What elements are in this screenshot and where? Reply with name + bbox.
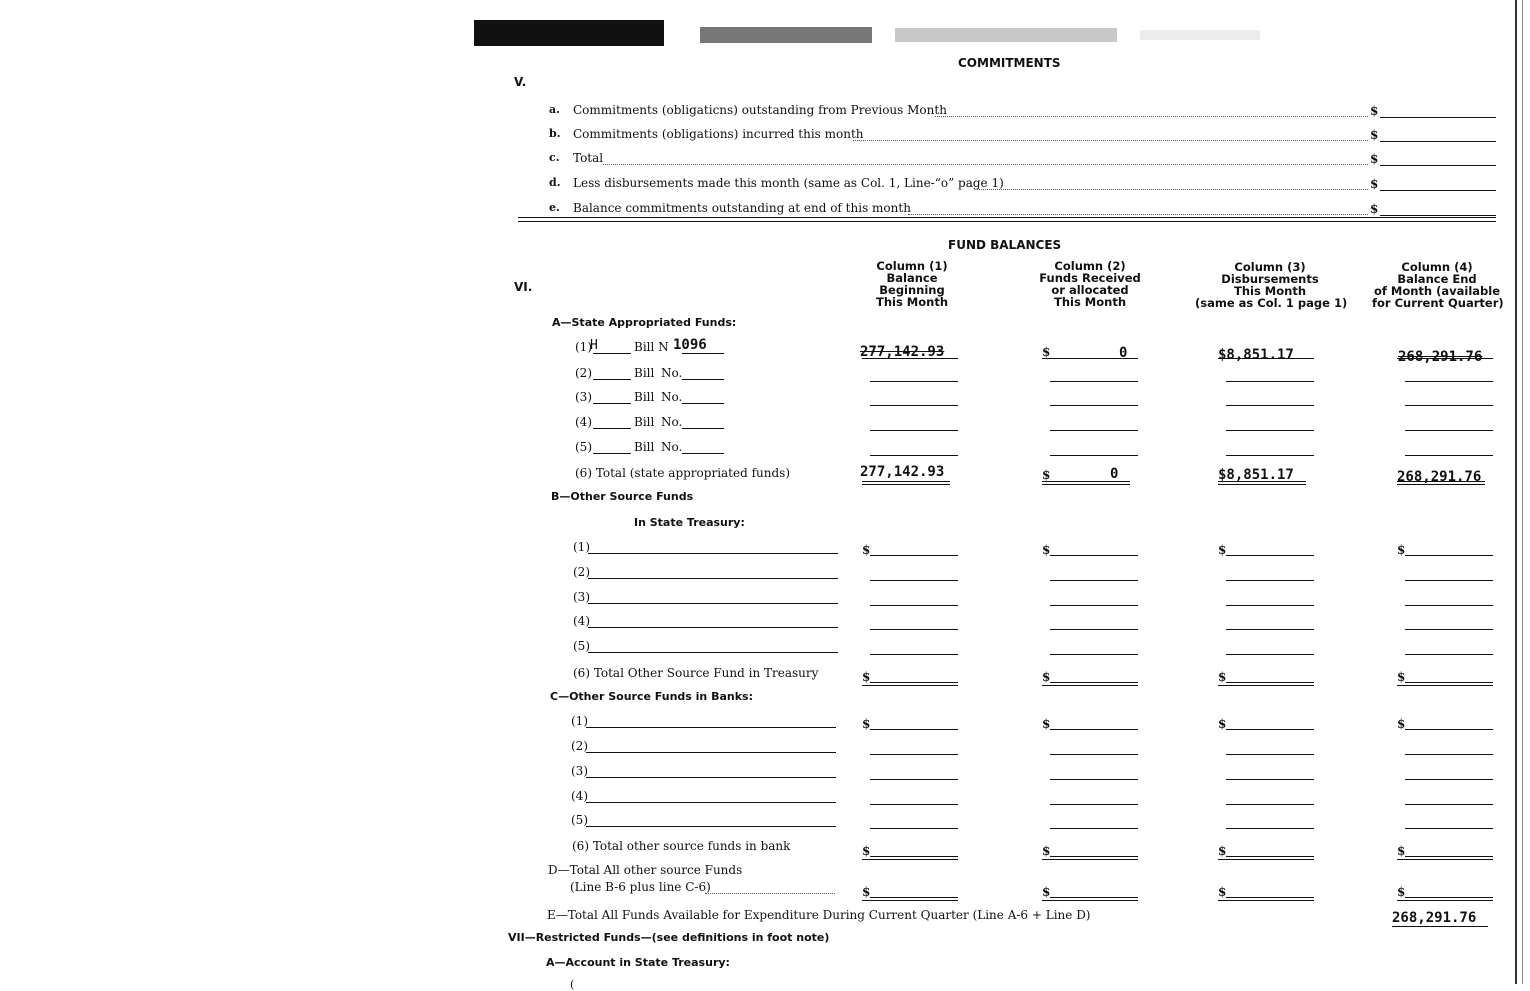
c-row-2-col3-line[interactable] [1226, 754, 1314, 755]
c-row-1-col2-line[interactable] [1050, 729, 1138, 730]
commitment-row-4-amount-line[interactable] [1380, 190, 1496, 191]
b6-col3-line[interactable] [1226, 682, 1314, 683]
column-1-header-line3: Beginning [879, 283, 945, 297]
a-row-1-bill-number-line[interactable] [682, 353, 724, 354]
a6-col2-dollar: $ [1042, 468, 1051, 482]
b-row-3-col3-line[interactable] [1226, 605, 1314, 606]
commitment-row-5-label: Balance commitments outstanding at end of this month [573, 201, 911, 215]
a-row-5-col2-line[interactable] [1050, 455, 1138, 456]
redacted-header-block-4 [1140, 30, 1260, 40]
c-row-4-col3-line[interactable] [1226, 804, 1314, 805]
a6-col2-value: 0 [1110, 466, 1119, 482]
a-row-2-col4-line[interactable] [1405, 381, 1493, 382]
b6-col2-line[interactable] [1050, 682, 1138, 683]
column-1-header-line2: Balance [886, 271, 938, 285]
column-1-header-line4: This Month [875, 295, 949, 309]
c-row-5-col3-line[interactable] [1226, 828, 1314, 829]
d-total-sublabel: (Line B-6 plus line C-6) [570, 880, 711, 894]
a6-col2-double-line [1042, 484, 1130, 485]
a6-col1-double-line [862, 484, 950, 485]
e-col4-value: 268,291.76 [1392, 910, 1477, 926]
c-row-1-col1-line[interactable] [870, 729, 958, 730]
c6-col4-line[interactable] [1405, 856, 1493, 857]
b-row-1-col4-line[interactable] [1405, 555, 1493, 556]
commitment-row-2-leader [853, 140, 1368, 141]
commitment-row-4-letter: d. [549, 176, 561, 189]
restricted-funds-heading [508, 931, 829, 944]
column-3-header-line3: This Month [1233, 284, 1307, 298]
b6-col4-line[interactable] [1405, 682, 1493, 683]
section-v-roman: V. [514, 75, 527, 89]
a-row-4-col4-line[interactable] [1405, 430, 1493, 431]
commitment-row-3-label: Total [573, 151, 604, 165]
a-row-3-col4-line[interactable] [1405, 405, 1493, 406]
a-row-3-bill-number: No. [661, 390, 683, 404]
d-col4-double-line [1397, 900, 1493, 901]
a-row-2-bill-number-line[interactable] [682, 379, 724, 380]
a6-col1-value: 277,142.93 [860, 464, 945, 480]
b-row-5-number: (5) [573, 639, 590, 653]
a-row-2-col2-line[interactable] [1050, 381, 1138, 382]
b-row-2-col4-line[interactable] [1405, 580, 1493, 581]
section-v-double-rule-bottom [518, 221, 1496, 222]
b-row-1-col3-dollar: $ [1218, 543, 1227, 557]
c-row-4-col4-line[interactable] [1405, 804, 1493, 805]
commitment-row-2-dollar: $ [1370, 128, 1379, 142]
a-row-3-bill-label: Bill [634, 390, 655, 404]
a-row-5-bill-number-line[interactable] [682, 453, 724, 454]
c-row-3-number: (3) [571, 764, 588, 778]
b-row-3-col4-line[interactable] [1405, 605, 1493, 606]
c6-col4-double-line [1397, 859, 1493, 860]
c-row-1-description-line[interactable] [586, 727, 836, 728]
page-edge-shadow [1522, 0, 1523, 984]
a-row-2-bill-label: Bill [634, 366, 655, 380]
commitment-row-3-letter: c. [549, 151, 560, 164]
a-row-4-bill-number-line[interactable] [682, 428, 724, 429]
commitment-row-2-amount-line[interactable] [1380, 141, 1496, 142]
a1-col4-value: 268,291.76 [1398, 349, 1483, 365]
b-row-1-col4-dollar: $ [1397, 543, 1406, 557]
b-row-2-col3-line[interactable] [1226, 580, 1314, 581]
c6-total-label: (6) Total other source funds in bank [572, 839, 791, 853]
d-leader-dots [705, 893, 835, 894]
a1-col1-value: 277,142.93 [860, 344, 945, 360]
in-state-treasury-subheading: In State Treasury: [634, 516, 745, 529]
column-2-header [1030, 260, 1150, 308]
c-row-5-col1-line[interactable] [870, 828, 958, 829]
b-row-5-col1-line[interactable] [870, 654, 958, 655]
a-row-5-prefix-line[interactable] [593, 453, 631, 454]
column-4-header-line3: of Month (available [1373, 284, 1501, 298]
column-4-header-line2: Balance End [1397, 272, 1477, 286]
column-2-header-line3: or allocated [1051, 283, 1129, 297]
a6-col4-value: 268,291.76 [1397, 469, 1482, 485]
a-row-5-col3-line[interactable] [1226, 455, 1314, 456]
c6-col3-dollar: $ [1218, 844, 1227, 858]
c-row-4-number: (4) [571, 789, 588, 803]
redacted-header-block-1 [474, 20, 664, 46]
c6-col2-line[interactable] [1050, 856, 1138, 857]
e-col4-underline [1392, 926, 1488, 927]
state-appropriated-funds-heading: A—State Appropriated Funds: [552, 316, 737, 329]
a1-col2-dollar: $ [1042, 345, 1051, 359]
d-col3-dollar: $ [1218, 885, 1227, 899]
c-row-1-col3-line[interactable] [1226, 729, 1314, 730]
c-row-2-number: (2) [571, 739, 588, 753]
commitment-row-5-dollar: $ [1370, 202, 1379, 216]
d-col2-double-line [1042, 900, 1138, 901]
c-row-5-col2-line[interactable] [1050, 828, 1138, 829]
redacted-header-block-3 [895, 28, 1117, 42]
b-row-5-col2-line[interactable] [1050, 654, 1138, 655]
a-row-3-prefix-line[interactable] [593, 403, 631, 404]
a-row-1-bill-label: Bill N [634, 340, 669, 354]
commitment-row-3-amount-line[interactable] [1380, 165, 1496, 166]
d-total-label: D—Total All other source Funds [548, 863, 743, 877]
a-row-5-bill-label: Bill [634, 440, 655, 454]
a1-col3-value: $8,851.17 [1218, 347, 1294, 363]
b6-col4-dollar: $ [1397, 670, 1406, 684]
b-row-1-col2-line[interactable] [1050, 555, 1138, 556]
column-4-header [1372, 261, 1502, 309]
a-row-4-number: (4) [575, 415, 592, 429]
a-row-3-bill-number-line[interactable] [682, 403, 724, 404]
c-row-3-col2-line[interactable] [1050, 779, 1138, 780]
c6-col2-double-line [1042, 859, 1138, 860]
c-row-4-col2-line[interactable] [1050, 804, 1138, 805]
b-row-3-col1-line[interactable] [870, 605, 958, 606]
c6-col4-dollar: $ [1397, 844, 1406, 858]
commitment-row-1-label: Commitments (obligaticns) outstanding from Previous Month [573, 103, 947, 117]
b-row-5-col3-line[interactable] [1226, 654, 1314, 655]
a-row-3-col1-line[interactable] [870, 405, 958, 406]
c-row-2-col1-line[interactable] [870, 754, 958, 755]
c-row-1-col1-dollar: $ [862, 717, 871, 731]
b6-col1-line[interactable] [870, 682, 958, 683]
commitment-row-5-letter: e. [549, 201, 560, 214]
c-row-4-col1-line[interactable] [870, 804, 958, 805]
c-row-3-col4-line[interactable] [1405, 779, 1493, 780]
c-row-5-description-line[interactable] [586, 826, 836, 827]
a-row-5-bill-number: No. [661, 440, 683, 454]
a-row-4-col3-line[interactable] [1226, 430, 1314, 431]
c6-col1-dollar: $ [862, 844, 871, 858]
commitment-row-3-dollar: $ [1370, 152, 1379, 166]
redacted-header-block-2 [700, 27, 872, 43]
b-row-4-col2-line[interactable] [1050, 629, 1138, 630]
section-v-title: COMMITMENTS [958, 56, 1061, 70]
b-row-2-col2-line[interactable] [1050, 580, 1138, 581]
c6-col1-double-line [862, 859, 958, 860]
c-row-3-col3-line[interactable] [1226, 779, 1314, 780]
commitment-row-4-dollar: $ [1370, 177, 1379, 191]
c6-col1-line[interactable] [870, 856, 958, 857]
a-row-2-col1-line[interactable] [870, 381, 958, 382]
b6-col3-dollar: $ [1218, 670, 1227, 684]
b-row-4-col4-line[interactable] [1405, 629, 1493, 630]
c6-col3-double-line [1218, 859, 1314, 860]
a-row-5-number: (5) [575, 440, 592, 454]
b-row-2-description-line[interactable] [588, 578, 838, 579]
other-source-banks-heading: C—Other Source Funds in Banks: [550, 690, 753, 703]
column-4-header-line4: for Current Quarter) [1372, 296, 1504, 310]
d-col4-line[interactable] [1405, 897, 1493, 898]
c-row-1-col2-dollar: $ [1042, 717, 1051, 731]
a-row-1-prefix: H [590, 338, 598, 353]
c-row-5-number: (5) [571, 813, 588, 827]
b-row-1-description-line[interactable] [588, 553, 838, 554]
c-row-2-col2-line[interactable] [1050, 754, 1138, 755]
b6-col2-dollar: $ [1042, 670, 1051, 684]
section-v-double-rule-top [518, 217, 1496, 218]
b-row-4-col1-line[interactable] [870, 629, 958, 630]
column-1-header [852, 260, 972, 308]
commitment-row-2-label: Commitments (obligations) incurred this month [573, 127, 864, 141]
a6-col3-value: $8,851.17 [1218, 467, 1294, 483]
column-3-header-line1: Column (3) [1234, 260, 1306, 274]
a-row-3-col3-line[interactable] [1226, 405, 1314, 406]
a6-total-label: (6) Total (state appropriated funds) [575, 466, 791, 480]
vii-a1-partial: ( [570, 978, 575, 991]
b-row-3-number: (3) [573, 590, 590, 604]
b-row-1-col1-line[interactable] [870, 555, 958, 556]
column-3-header [1195, 260, 1348, 310]
c-row-5-col4-line[interactable] [1405, 828, 1493, 829]
a-row-4-bill-label: Bill [634, 415, 655, 429]
b-row-2-col1-line[interactable] [870, 580, 958, 581]
b6-col1-double-line [862, 685, 958, 686]
a-row-1-prefix-line[interactable] [593, 353, 631, 354]
a-row-4-col2-line[interactable] [1050, 430, 1138, 431]
d-col3-line[interactable] [1226, 897, 1314, 898]
column-2-header-line1: Column (2) [1054, 259, 1126, 273]
a-row-2-col3-line[interactable] [1226, 381, 1314, 382]
b-row-5-col4-line[interactable] [1405, 654, 1493, 655]
commitment-row-4-leader [977, 189, 1368, 190]
c-row-1-number: (1) [571, 714, 588, 728]
c-row-1-col3-dollar: $ [1218, 717, 1227, 731]
b-row-3-description-line[interactable] [588, 603, 838, 604]
a6-col3-double-line [1218, 484, 1306, 485]
c6-col2-dollar: $ [1042, 844, 1051, 858]
account-state-treasury-heading: A—Account in State Treasury: [546, 956, 730, 969]
b6-col3-double-line [1218, 685, 1314, 686]
commitment-row-3-leader [603, 164, 1368, 165]
d-col1-double-line [862, 900, 958, 901]
b-row-2-number: (2) [573, 565, 590, 579]
b-row-1-col2-dollar: $ [1042, 543, 1051, 557]
a1-col2-value: 0 [1119, 345, 1128, 361]
commitment-row-5-amount-line[interactable] [1380, 215, 1496, 216]
b-row-4-number: (4) [573, 614, 590, 628]
c-row-3-col1-line[interactable] [870, 779, 958, 780]
section-vi-roman: VI. [514, 280, 533, 294]
d-col3-double-line [1218, 900, 1314, 901]
a-row-2-bill-number: No. [661, 366, 683, 380]
b-row-3-col2-line[interactable] [1050, 605, 1138, 606]
commitment-row-1-amount-line[interactable] [1380, 117, 1496, 118]
b-row-4-description-line[interactable] [588, 627, 838, 628]
other-source-funds-heading: B—Other Source Funds [551, 490, 694, 503]
a-row-1-number: (1) [575, 340, 592, 354]
a-row-5-col1-line[interactable] [870, 455, 958, 456]
c6-col3-line[interactable] [1226, 856, 1314, 857]
commitment-row-2-letter: b. [549, 127, 561, 140]
c-row-3-description-line[interactable] [586, 777, 836, 778]
a-row-4-col1-line[interactable] [870, 430, 958, 431]
d-col1-dollar: $ [862, 885, 871, 899]
b-row-1-number: (1) [573, 540, 590, 554]
b6-col2-double-line [1042, 685, 1138, 686]
commitment-row-1-dollar: $ [1370, 104, 1379, 118]
d-col4-dollar: $ [1397, 885, 1406, 899]
commitment-row-1-letter: a. [549, 103, 560, 116]
a-row-3-col2-line[interactable] [1050, 405, 1138, 406]
b-row-4-col3-line[interactable] [1226, 629, 1314, 630]
a-row-2-number: (2) [575, 366, 592, 380]
b-row-1-col3-line[interactable] [1226, 555, 1314, 556]
a-row-1-bill-number: 1096 [673, 337, 707, 353]
c-row-2-description-line[interactable] [586, 752, 836, 753]
c-row-1-col4-dollar: $ [1397, 717, 1406, 731]
d-col2-line[interactable] [1050, 897, 1138, 898]
column-4-header-line1: Column (4) [1401, 260, 1473, 274]
b-row-1-col1-dollar: $ [862, 543, 871, 557]
b6-total-label: (6) Total Other Source Fund in Treasury [573, 666, 819, 680]
c-row-2-col4-line[interactable] [1405, 754, 1493, 755]
column-2-header-line4: This Month [1053, 295, 1127, 309]
column-2-header-line2: Funds Received [1039, 271, 1141, 285]
a6-col1-line[interactable] [862, 481, 950, 482]
page-edge-line [1515, 0, 1517, 984]
c-row-4-description-line[interactable] [586, 802, 836, 803]
a-row-3-number: (3) [575, 390, 592, 404]
commitment-row-4-label: Less disbursements made this month (same as Col. 1, Line-“o” page 1) [573, 176, 1004, 190]
a-row-2-prefix-line[interactable] [593, 379, 631, 380]
d-col1-line[interactable] [870, 897, 958, 898]
b6-col4-double-line [1397, 685, 1493, 686]
a-row-5-col4-line[interactable] [1405, 455, 1493, 456]
commitment-row-5-leader [908, 214, 1368, 215]
b6-col1-dollar: $ [862, 670, 871, 684]
c-row-1-col4-line[interactable] [1405, 729, 1493, 730]
d-col2-dollar: $ [1042, 885, 1051, 899]
section-vi-title: FUND BALANCES [948, 238, 1062, 252]
column-1-header-line1: Column (1) [876, 259, 948, 273]
b-row-5-description-line[interactable] [588, 652, 838, 653]
a-row-4-bill-number: No. [661, 415, 683, 429]
column-3-header-line2: Disbursements [1221, 272, 1319, 286]
e-total-label: E—Total All Funds Available for Expenditure During Current Quarter (Line A-6 + Line D) [547, 908, 1091, 922]
commitment-row-1-leader [935, 116, 1368, 117]
restricted-funds-title: VII—Restricted Funds—(see definitions in foot note) [508, 931, 830, 944]
a-row-4-prefix-line[interactable] [593, 428, 631, 429]
column-3-header-line4: (same as Col. 1 page 1) [1195, 296, 1348, 310]
